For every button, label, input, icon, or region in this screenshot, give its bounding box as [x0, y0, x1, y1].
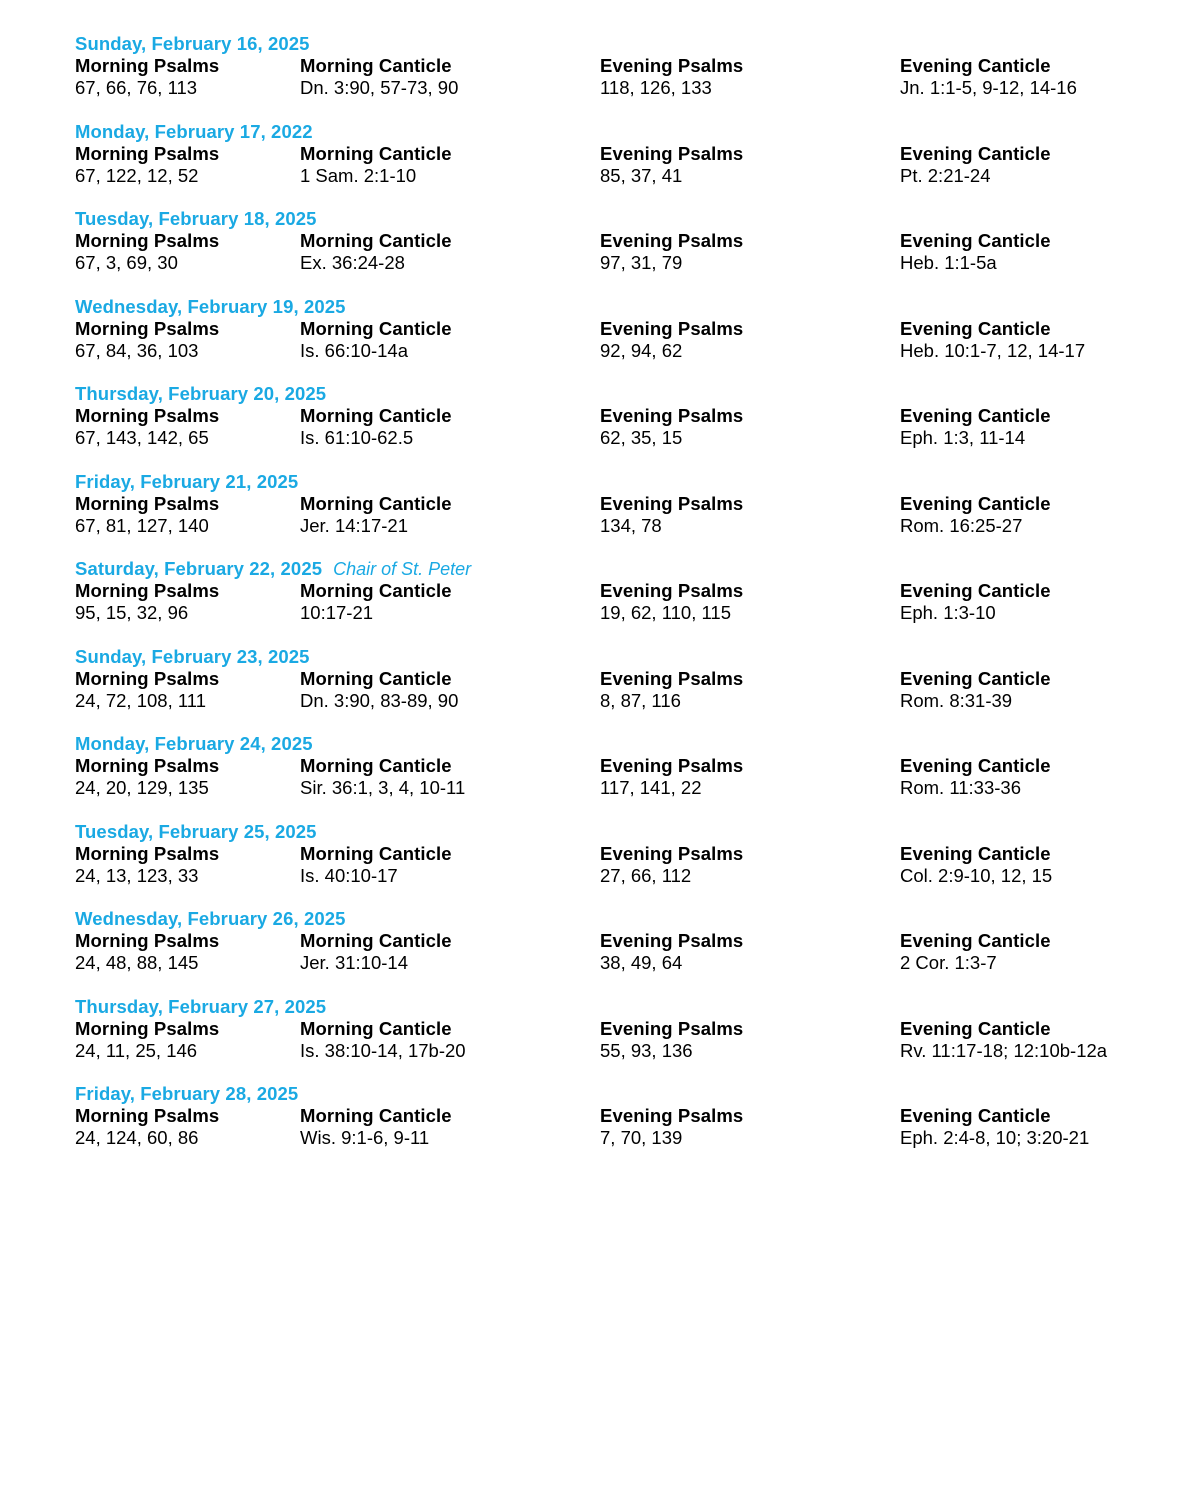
morning-psalms-header: Morning Psalms — [75, 667, 220, 689]
evening-canticle-header: Evening Canticle — [900, 842, 1051, 864]
day-date: Tuesday, February 18, 2025 — [75, 208, 317, 229]
day-entry — [75, 908, 1175, 996]
day-date: Wednesday, February 19, 2025 — [75, 295, 346, 317]
evening-psalms-value: 27, 66, 112 — [600, 864, 692, 886]
morning-canticle-value: Jer. 14:17-21 — [300, 514, 408, 536]
header-row — [75, 755, 1175, 777]
morning-psalms-header: Morning Psalms — [75, 842, 220, 864]
morning-canticle-header: Morning Canticle — [300, 230, 452, 251]
morning-psalms-value: 24, 11, 25, 146 — [75, 1039, 198, 1061]
day-entry — [75, 1083, 1175, 1171]
day-date: Monday, February 24, 2025 — [75, 733, 313, 754]
header-row — [75, 1018, 1175, 1040]
day-entry — [75, 383, 1175, 471]
evening-psalms-header: Evening Psalms — [600, 842, 744, 864]
header-row — [75, 843, 1175, 865]
day-entry — [75, 558, 1175, 646]
evening-canticle-header: Evening Canticle — [900, 667, 1051, 689]
day-date: Friday, February 28, 2025 — [75, 1083, 299, 1104]
evening-canticle-value: Eph. 1:3, 11-14 — [900, 427, 1026, 448]
day-entry — [75, 33, 1175, 121]
morning-canticle-value: Sir. 36:1, 3, 4, 10-11 — [300, 777, 466, 798]
day-entry — [75, 646, 1175, 734]
evening-psalms-value: 38, 49, 64 — [600, 952, 683, 973]
evening-psalms-header: Evening Psalms — [600, 142, 744, 164]
morning-canticle-value: Is. 61:10-62.5 — [300, 427, 414, 448]
date-line — [75, 908, 1175, 930]
evening-psalms-value: 92, 94, 62 — [600, 339, 683, 361]
evening-canticle-value: Jn. 1:1-5, 9-12, 14-16 — [900, 77, 1077, 98]
evening-canticle-header: Evening Canticle — [900, 930, 1051, 951]
morning-canticle-header: Morning Canticle — [300, 405, 452, 426]
day-entry — [75, 996, 1175, 1084]
day-date: Saturday, February 22, 2025 — [75, 558, 323, 579]
evening-psalms-header: Evening Psalms — [600, 667, 744, 689]
evening-canticle-value: 2 Cor. 1:3-7 — [900, 952, 997, 973]
morning-canticle-header: Morning Canticle — [300, 317, 452, 339]
value-row — [75, 252, 1175, 274]
date-line — [75, 646, 1175, 668]
evening-psalms-header: Evening Psalms — [600, 930, 744, 951]
value-row — [75, 865, 1175, 887]
day-entry — [75, 121, 1175, 209]
evening-psalms-header: Evening Psalms — [600, 317, 744, 339]
header-row — [75, 930, 1175, 952]
date-line — [75, 121, 1175, 143]
morning-canticle-value: Is. 40:10-17 — [300, 864, 398, 886]
date-line — [75, 996, 1175, 1018]
morning-psalms-value: 67, 66, 76, 113 — [75, 77, 198, 98]
morning-canticle-header: Morning Canticle — [300, 1105, 452, 1126]
evening-canticle-value: Rom. 11:33-36 — [900, 777, 1021, 798]
day-entry — [75, 821, 1175, 909]
value-row — [75, 1040, 1175, 1062]
day-entry — [75, 208, 1175, 296]
morning-canticle-value: Jer. 31:10-14 — [300, 952, 408, 973]
morning-canticle-header: Morning Canticle — [300, 142, 452, 164]
morning-psalms-header: Morning Psalms — [75, 1017, 220, 1039]
evening-canticle-header: Evening Canticle — [900, 142, 1051, 164]
morning-psalms-header: Morning Psalms — [75, 405, 220, 426]
header-row — [75, 1105, 1175, 1127]
evening-psalms-header: Evening Psalms — [600, 492, 744, 514]
evening-canticle-header: Evening Canticle — [900, 55, 1051, 76]
morning-canticle-value: 1 Sam. 2:1-10 — [300, 164, 417, 186]
value-row — [75, 777, 1175, 799]
header-row — [75, 668, 1175, 690]
morning-psalms-header: Morning Psalms — [75, 1105, 220, 1126]
morning-psalms-header: Morning Psalms — [75, 580, 220, 601]
evening-canticle-header: Evening Canticle — [900, 492, 1051, 514]
morning-psalms-header: Morning Psalms — [75, 142, 220, 164]
header-row — [75, 580, 1175, 602]
evening-canticle-value: Heb. 10:1-7, 12, 14-17 — [900, 339, 1086, 361]
evening-canticle-value: Heb. 1:1-5a — [900, 252, 997, 273]
evening-canticle-value: Pt. 2:21-24 — [900, 164, 991, 186]
evening-psalms-header: Evening Psalms — [600, 55, 744, 76]
morning-canticle-header: Morning Canticle — [300, 55, 452, 76]
morning-canticle-header: Morning Canticle — [300, 755, 452, 776]
evening-psalms-value: 85, 37, 41 — [600, 164, 683, 186]
evening-psalms-header: Evening Psalms — [600, 1105, 744, 1126]
day-date: Tuesday, February 25, 2025 — [75, 820, 317, 842]
morning-psalms-value: 67, 81, 127, 140 — [75, 514, 209, 536]
morning-canticle-value: Is. 66:10-14a — [300, 339, 408, 361]
evening-psalms-header: Evening Psalms — [600, 230, 744, 251]
morning-canticle-header: Morning Canticle — [300, 1017, 452, 1039]
morning-canticle-value: Wis. 9:1-6, 9-11 — [300, 1127, 430, 1148]
date-line — [75, 208, 1175, 230]
date-line — [75, 733, 1175, 755]
morning-canticle-value: Ex. 36:24-28 — [300, 252, 405, 273]
day-entry — [75, 296, 1175, 384]
evening-canticle-header: Evening Canticle — [900, 230, 1051, 251]
morning-psalms-value: 24, 48, 88, 145 — [75, 952, 199, 973]
evening-canticle-header: Evening Canticle — [900, 1017, 1051, 1039]
morning-psalms-value: 95, 15, 32, 96 — [75, 602, 189, 623]
evening-canticle-value: Eph. 2:4-8, 10; 3:20-21 — [900, 1127, 1090, 1148]
evening-psalms-value: 7, 70, 139 — [600, 1127, 683, 1148]
morning-psalms-value: 67, 122, 12, 52 — [75, 164, 199, 186]
date-line — [75, 558, 1175, 580]
evening-psalms-header: Evening Psalms — [600, 755, 744, 776]
day-date: Sunday, February 16, 2025 — [75, 33, 310, 54]
date-line — [75, 33, 1175, 55]
morning-psalms-value: 24, 20, 129, 135 — [75, 777, 209, 798]
date-line — [75, 296, 1175, 318]
evening-psalms-value: 117, 141, 22 — [600, 777, 702, 798]
value-row — [75, 77, 1175, 99]
morning-psalms-value: 24, 124, 60, 86 — [75, 1127, 199, 1148]
morning-psalms-value: 67, 84, 36, 103 — [75, 339, 199, 361]
morning-psalms-header: Morning Psalms — [75, 930, 220, 951]
morning-psalms-value: 24, 72, 108, 111 — [75, 689, 206, 711]
feast-label: Chair of St. Peter — [333, 559, 472, 579]
evening-psalms-value: 55, 93, 136 — [600, 1039, 693, 1061]
value-row — [75, 515, 1175, 537]
evening-canticle-header: Evening Canticle — [900, 405, 1051, 426]
day-date: Friday, February 21, 2025 — [75, 470, 299, 492]
morning-canticle-header: Morning Canticle — [300, 580, 452, 601]
value-row — [75, 1127, 1175, 1149]
day-entry — [75, 733, 1175, 821]
day-date: Wednesday, February 26, 2025 — [75, 908, 346, 929]
morning-psalms-header: Morning Psalms — [75, 55, 220, 76]
header-row — [75, 318, 1175, 340]
evening-canticle-header: Evening Canticle — [900, 755, 1051, 776]
morning-psalms-header: Morning Psalms — [75, 755, 220, 776]
header-row — [75, 143, 1175, 165]
evening-psalms-header: Evening Psalms — [600, 580, 744, 601]
evening-psalms-value: 134, 78 — [600, 514, 662, 536]
morning-canticle-value: Is. 38:10-14, 17b-20 — [300, 1039, 466, 1061]
date-line — [75, 383, 1175, 405]
day-date: Monday, February 17, 2022 — [75, 120, 313, 142]
morning-canticle-value: 10:17-21 — [300, 602, 374, 623]
evening-canticle-header: Evening Canticle — [900, 580, 1051, 601]
evening-psalms-header: Evening Psalms — [600, 405, 744, 426]
morning-canticle-value: Dn. 3:90, 83-89, 90 — [300, 689, 459, 711]
morning-psalms-header: Morning Psalms — [75, 317, 220, 339]
evening-canticle-header: Evening Canticle — [900, 1105, 1051, 1126]
evening-psalms-value: 19, 62, 110, 115 — [600, 602, 731, 623]
header-row — [75, 405, 1175, 427]
day-date: Sunday, February 23, 2025 — [75, 645, 310, 667]
morning-psalms-header: Morning Psalms — [75, 492, 220, 514]
evening-canticle-header: Evening Canticle — [900, 317, 1051, 339]
evening-canticle-value: Rv. 11:17-18; 12:10b-12a — [900, 1039, 1108, 1061]
evening-canticle-value: Col. 2:9-10, 12, 15 — [900, 864, 1053, 886]
evening-canticle-value: Rom. 8:31-39 — [900, 689, 1013, 711]
date-line — [75, 1083, 1175, 1105]
evening-canticle-value: Rom. 16:25-27 — [900, 514, 1023, 536]
value-row — [75, 340, 1175, 362]
evening-psalms-value: 97, 31, 79 — [600, 252, 683, 273]
day-date: Thursday, February 27, 2025 — [75, 995, 327, 1017]
value-row — [75, 690, 1175, 712]
morning-psalms-value: 67, 3, 69, 30 — [75, 252, 178, 273]
header-row — [75, 230, 1175, 252]
morning-psalms-value: 24, 13, 123, 33 — [75, 864, 199, 886]
evening-psalms-value: 8, 87, 116 — [600, 689, 681, 711]
evening-psalms-value: 62, 35, 15 — [600, 427, 683, 448]
morning-canticle-header: Morning Canticle — [300, 492, 452, 514]
morning-psalms-header: Morning Psalms — [75, 230, 220, 251]
morning-canticle-header: Morning Canticle — [300, 667, 452, 689]
day-date: Thursday, February 20, 2025 — [75, 383, 327, 404]
value-row — [75, 427, 1175, 449]
evening-psalms-header: Evening Psalms — [600, 1017, 744, 1039]
psalter-schedule — [75, 33, 1175, 1171]
evening-canticle-value: Eph. 1:3-10 — [900, 602, 996, 623]
header-row — [75, 493, 1175, 515]
value-row — [75, 165, 1175, 187]
morning-psalms-value: 67, 143, 142, 65 — [75, 427, 209, 448]
date-line — [75, 821, 1175, 843]
date-line — [75, 471, 1175, 493]
value-row — [75, 952, 1175, 974]
day-entry — [75, 471, 1175, 559]
morning-canticle-header: Morning Canticle — [300, 930, 452, 951]
header-row — [75, 55, 1175, 77]
value-row — [75, 602, 1175, 624]
morning-canticle-header: Morning Canticle — [300, 842, 452, 864]
evening-psalms-value: 118, 126, 133 — [600, 77, 712, 98]
morning-canticle-value: Dn. 3:90, 57-73, 90 — [300, 77, 459, 98]
